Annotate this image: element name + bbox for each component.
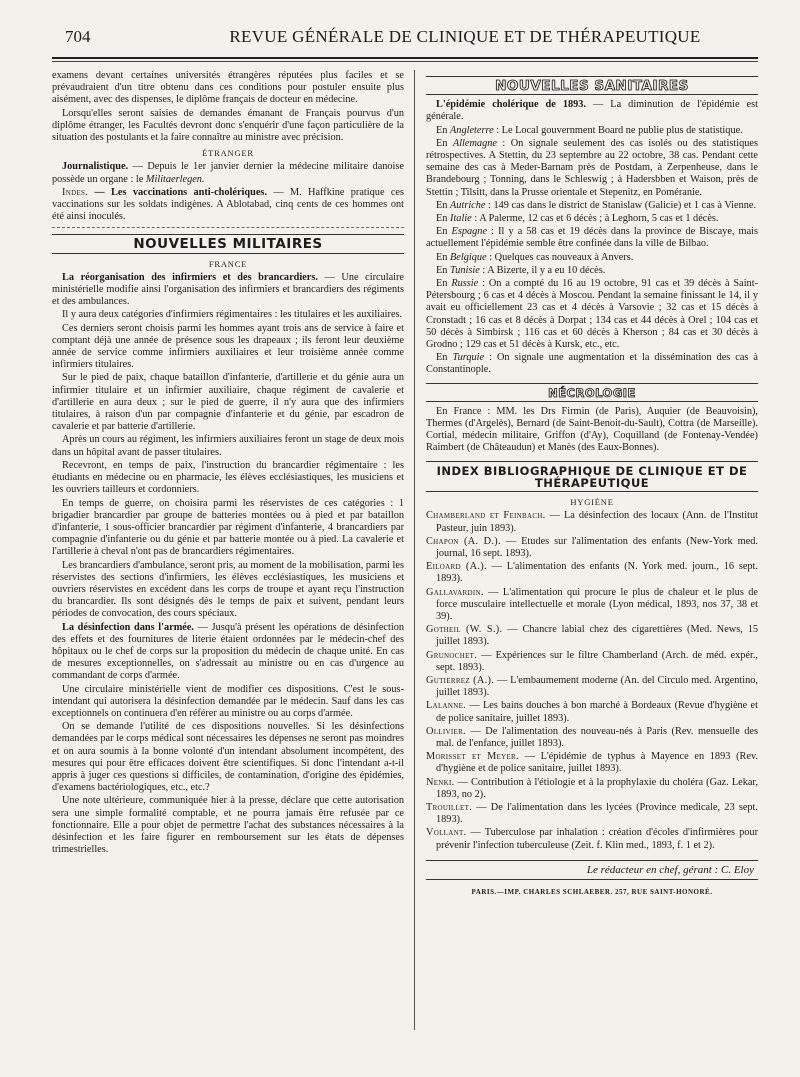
column-divider	[414, 70, 415, 1030]
militaires-paragraph: Après un cours au régiment, les infirmiers auxiliaires feront un stage de deux mois dans un hôpital avant de passer titulaires.	[52, 434, 404, 458]
cholera-place: Espagne	[451, 226, 488, 238]
militaires-paragraph: Ces derniers seront choisis parmi les hommes ayant trois ans de service à faire et comptant déjà une année de présence sous les drapeaux ; ils feront leur deuxième année de service comme infirmiers auxiliaires et leur troisième année comme infirmiers titulaires.	[52, 322, 404, 371]
cholera-place: Autriche	[450, 199, 486, 211]
cholera-item: En Belgique : Quelques cas nouveaux à Anvers.	[436, 251, 634, 263]
bib-author: Gallavardin.	[426, 586, 484, 598]
bib-text: — L'épidémie de typhus à Mayence en 1893 (Rev. d'hygiène et de police sanitaire, juillet 1893).	[436, 751, 758, 775]
cholera-item-text: : Il y a 58 cas et 19 décès dans la province de Biscaye, mais actuellement l'épidémie semble être confinée dans la ville de Bilbao.	[426, 226, 759, 250]
bib-entry	[426, 700, 758, 724]
necrologie-heading: NÉCROLOGIE	[426, 383, 758, 402]
bib-author: Gutierrez (A.).	[426, 674, 495, 686]
etranger-label: ÉTRANGER	[202, 148, 254, 159]
bib-text: — De l'alimentation des nouveau-nés à Paris (Rev. mensuelle des mal. de l'enfance, juillet 1893).	[436, 725, 758, 749]
bib-text: — L'embaumement moderne (An. del Circulo med. Argentino, juillet 1893).	[436, 674, 758, 699]
journalistique-text: — Depuis le 1er janvier dernier la médecine militaire danoise possède un organe : le	[52, 161, 404, 185]
militaires-paragraph: Il y aura deux catégories d'infirmiers régimentaires : les titulaires et les auxiliaires.	[62, 309, 403, 321]
indes-place: Indes.	[62, 186, 89, 198]
necrologie-paragraph: En France : MM. les Drs Firmin (de Paris), Auquier (de Beauvoisin), Thermes (d'Argelès), Bernard (de Saint-Benoit-du-Sault), Cottra (de Marseille). Cortial, médecin militaire, Griffon (d'Ay), Coquilland (de Fontenay-Vendée) Raimbert (de Châteaudun) et Manès (des Eaux-Bonnes).	[426, 405, 758, 454]
intro-paragraph: Lorsqu'elles seront saisies de demandes émanant de Français pourvus d'un diplôme étranger, les Facultés devront donc s'enquérir d'une façon particulière de la situation des postulants et la faire connaître au ministre avec précision.	[52, 107, 404, 144]
cholera-item: En Italie : A Palerme, 12 cas et 6 décès ; à Leghorn, 5 cas et 1 décès.	[436, 213, 719, 225]
bib-author: Ollivier.	[426, 725, 466, 737]
cholera-title: L'épidémie cholérique de 1893.	[436, 99, 586, 111]
cholera-item-text: : On a compté du 16 au 19 octobre, 91 cas et 39 décès à Saint-Pétersbourg ; 6 cas et 4 décès à Moscou. Pendant la semaine finissant le 14, il y avait eu officiellement 23 cas et 4 décès à Varsovie ; 32 cas et 15 décès à Cronstadt ; 16 cas et 8 décès à Dorpat ; 134 cas et 44 décès à Orel ; 104 cas et 50 décès à Simbirsk ; 116 cas et 60 décès à Kherson ; 84 cas et 30 décès à Grodno ; 129 cas et 51 décès à Kursk, etc., etc.	[426, 278, 758, 351]
bib-entry	[426, 536, 758, 560]
bib-author: Trouillet.	[426, 801, 473, 813]
bib-author: Vollant.	[426, 827, 467, 839]
bib-text: — Les bains douches à bon marché à Bordeaux (Revue d'hygiène et de police sanitaire, juillet 1893).	[436, 700, 758, 724]
journalistique-title: Journalistique.	[62, 161, 129, 173]
reorg-paragraph	[52, 272, 404, 309]
bib-entry	[426, 675, 758, 699]
cholera-text: — La diminution de l'épidémie est générale.	[426, 99, 758, 123]
cholera-item-text: : 149 cas dans le district de Stanislaw (Galicie) et 1 cas à Vienne.	[485, 199, 757, 211]
left-column	[52, 70, 404, 857]
reorg-text: — Une circulaire ministérielle modifie ainsi l'organisation des infirmiers et brancardiers des régiments et des ambulances.	[52, 271, 405, 308]
editor-signature: Le rédacteur en chef, gérant : C. Eloy	[426, 860, 758, 880]
indes-paragraph	[52, 187, 404, 224]
bib-text: — Tuberculose par inhalation : création d'écoles d'infirmières pour prévenir l'infection tuberculeuse (Zeit. f. Klin med., 1893, f. 1 et 2).	[436, 827, 758, 851]
cholera-item-text: : Quelques cas nouveaux à Anvers.	[486, 251, 634, 263]
militaires-paragraph: Les brancardiers d'ambulance, seront pris, au moment de la mobilisation, parmi les réservistes des sections d'infirmiers, les élèves ecclésiastiques, les musiciens et ouvriers réservistes en excédent dans les corps de troupe et ayant reçu l'instruction du brancardier. Ils sont désignés dès le temps de paix et suivent, pendant leurs périodes de convocation, des cours spéciaux.	[52, 559, 404, 620]
cholera-item: En Turquie : On signale une augmentation et la dissémination des cas à Constantinople.	[426, 352, 758, 376]
cholera-item: En Espagne : Il y a 58 cas et 19 décès dans la province de Biscaye, mais actuellement l'épidémie semble être confinée dans la ville de Bilbao.	[426, 226, 759, 250]
page-header	[55, 27, 755, 53]
right-column	[426, 70, 758, 898]
bib-author: Chamberland et Feinbach.	[426, 510, 546, 522]
militaires-heading: NOUVELLES MILITAIRES	[52, 234, 404, 253]
bib-author: Eiloard (A.).	[426, 561, 487, 573]
cholera-item-text: : A Bizerte, il y a eu 10 décès.	[479, 264, 606, 276]
cholera-item-text: : A Palerme, 12 cas et 6 décès ; à Leghorn, 5 cas et 1 décès.	[471, 213, 719, 225]
desinfection-text: — Jusqu'à présent les opérations de désinfection des effets et des fournitures de literie étaient ordonnées par le médecin-chef des hôpitaux ou le chef de corps sur la proposition du médecin de chaque unité. En cas de mesures exceptionnelles, on s'adressait au ministre ou en cas d'urgence au commandant de corps d'armée.	[52, 621, 404, 682]
bib-text: — L'alimentation des enfants (N. York med. journ., 16 sept. 1893).	[436, 561, 758, 585]
cholera-place: Italie	[450, 213, 472, 225]
bib-entry	[426, 624, 758, 648]
militaires-paragraph: En temps de guerre, on choisira parmi les réservistes de ces catégories : 1 brigadier brancardier par groupe de batteries montées ou à pied et par bataillon d'infanterie, 1 sous-officier brancardier par régiment d'infanterie, 4 brancardiers par compagnie d'infanterie ou du génie et par batterie montée ou à pied. La cavalerie et l'artillerie à cheval n'ont pas de brancardiers régimentaires.	[52, 497, 404, 558]
bib-text: — La désinfection des locaux (Ann. de l'Institut Pasteur, juin 1893).	[436, 510, 759, 534]
header-rule-thin	[52, 61, 758, 62]
cholera-item-text: : On signale une augmentation et la dissémination des cas à Constantinople.	[426, 352, 758, 376]
desinfection-title: La désinfection dans l'armée.	[62, 621, 194, 633]
bib-entry	[426, 561, 758, 585]
cholera-place: Russie	[451, 278, 479, 290]
militaires-paragraph: Recevront, en temps de paix, l'instruction du brancardier régimentaire : les étudiants en médecine ou en pharmacie, les élèves ecclésiastiques, les musiciens et les ouvriers tailleurs et cordonniers.	[52, 459, 404, 496]
bib-author: Lalanne.	[426, 700, 467, 712]
bib-text: — De l'alimentation dans les lycées (Province medicale, 23 sept. 1893).	[436, 801, 758, 826]
cholera-item: En Angleterre : Le Local gouvernment Board ne publie plus de statistique.	[436, 124, 743, 136]
page-number: 704	[65, 27, 91, 46]
running-title: REVUE GÉNÉRALE DE CLINIQUE ET DE THÉRAPEUTIQUE	[229, 27, 701, 46]
index-heading: INDEX BIBLIOGRAPHIQUE DE CLINIQUE ET DE THÉRAPEUTIQUE	[426, 461, 758, 492]
cholera-item-text: : Le Local gouvernment Board ne publie plus de statistique.	[493, 124, 743, 136]
cholera-item: En Allemagne : On signale seulement des cas isolés ou des statistiques rétrospectives. A Stettin, du 23 septembre au 22 octobre, 38 cas. Pendant cette semaine des cas à Meder-Barnam près de Postdam, à Zerpenheuse, dans le Brandebourg ; Tonning, dans le Schleswig ; à Hadersbben et Waison, près de Stettin ; Tilsitt, dans la Prusse orientale et Stepenitz, en Poméranie.	[426, 137, 759, 198]
cholera-item: En Tunisie : A Bizerte, il y a eu 10 décès.	[436, 264, 606, 276]
cholera-item: En Russie : On a compté du 16 au 19 octobre, 91 cas et 39 décès à Saint-Pétersbourg ; 6 cas et 4 décès à Moscou. Pendant la semaine finissant le 14, il y avait eu officiellement 23 cas et 4 décès à Varsovie ; 32 cas et 15 décès à Cronstadt ; 16 cas et 8 décès à Dorpat ; 134 cas et 44 décès à Orel ; 104 cas et 50 décès à Simbirsk ; 116 cas et 60 décès à Kherson ; 84 cas et 30 décès à Grodno ; 129 cas et 51 décès à Kursk, etc., etc.	[426, 278, 758, 351]
bib-entry	[426, 726, 758, 750]
header-rule	[52, 57, 758, 59]
cholera-place: Turquie	[452, 352, 485, 364]
bib-entry	[426, 777, 758, 801]
cholera-place: Belgique	[450, 251, 487, 263]
bib-author: Gotheil (W. S.).	[426, 624, 503, 636]
desinfection-paragraph: Une note ultérieure, communiquée hier à la presse, déclare que cette autorisation sera une simple formalité comptable, et ne pourra jamais être refusée par ce fonctionnaire. Elle a pour objet de permettre l'achat des substances nécessaires à la désinfection et les faire figurer en remboursement sur les états de dépenses trimestrielles.	[52, 795, 404, 856]
journalistique-paragraph	[52, 161, 404, 185]
bib-text: — Expériences sur le filtre Chamberland (Arch. de méd. expér., sept. 1893).	[436, 649, 758, 673]
bib-entry	[426, 751, 758, 775]
bib-text: — L'alimentation qui procure le plus de chaleur et le plus de force musculaire intellectuelle et morale (Lyon médical, 1893, nos 37, 38 et 39).	[436, 586, 758, 622]
reorg-title: La réorganisation des infirmiers et des brancardiers.	[62, 271, 318, 283]
intro-paragraph: examens devant certaines universités étrangères réputées plus faciles et se prévaudraient d'un titre obtenu dans ces conditions pour postuler ensuite plus aisément, avec des dispenses, le diplôme français de docteur en médecine.	[52, 70, 404, 106]
cholera-place: Allemagne	[452, 137, 497, 149]
bib-author: Grunochet.	[426, 649, 478, 661]
section-divider	[52, 227, 404, 228]
indes-text: — M. Haffkine pratique ces vaccinations sur les soldats indigènes. A Ablotabad, cinq cents de ces hommes ont été ainsi inoculés.	[52, 186, 404, 223]
indes-title: — Les vaccinations anti-cholériques.	[88, 186, 268, 198]
bib-text: — Contribution à l'étiologie et à la prophylaxie du choléra (Gaz. Lekar, 1893, no 2).	[436, 776, 758, 800]
bib-author: Chapon (A. D.).	[426, 535, 501, 547]
bib-entry	[426, 827, 758, 851]
bib-entry	[426, 650, 758, 674]
cholera-item: En Autriche : 149 cas dans le district de Stanislaw (Galicie) et 1 cas à Vienne.	[436, 199, 757, 211]
bib-entry	[426, 802, 758, 826]
bib-entry	[426, 587, 758, 624]
printer-imprint: PARIS.—IMP. CHARLES SCHLAEBER. 257, RUE SAINT-HONORÉ.	[471, 887, 713, 896]
bib-author: Nenki.	[426, 776, 455, 788]
hygiene-label: HYGIÈNE	[570, 497, 614, 508]
bibliography-list	[426, 510, 758, 851]
desinfection-paragraph: On se demande l'utilité de ces dispositions nouvelles. Si les désinfections demandées par le corps médical sont nécessaires les dépenses ne seront pas moindres et on aura soumis à la bonne volonté d'un intendant absolument incompétent, des mesures qui pour être efficaces doivent être scientifiques. Si donc l'intendant a-t-il appris à juger ces questions si difficiles, de contamination, d'origine des épidémies, d'examens bactériologiques, etc., etc.?	[52, 721, 404, 794]
bib-author: Morisset et Meyer.	[426, 751, 519, 763]
cholera-place: Tunisie	[450, 264, 480, 276]
journalistique-organ: Militaerlegen.	[145, 173, 205, 185]
bib-entry	[426, 510, 758, 534]
cholera-place: Angleterre	[450, 124, 494, 136]
desinfection-paragraph	[52, 622, 404, 683]
france-label: FRANCE	[208, 258, 248, 269]
cholera-paragraph	[426, 99, 758, 123]
militaires-paragraph: Sur le pied de paix, chaque bataillon d'infanterie, d'artillerie et du génie aura un infirmier titulaire et un infirmier auxiliaire, chaque régiment de cavalerie et d'artillerie en aura deux ; sur le pied de guerre, il n'y aura que des infirmiers titulaires, à raison d'un par compagnie d'infanterie et du génie, par escadron de cavalerie et par batterie d'artillerie.	[52, 372, 404, 433]
sanitaires-heading: NOUVELLES SANITAIRES	[426, 76, 758, 95]
desinfection-paragraph: Une circulaire ministérielle vient de modifier ces dispositions. C'est le sous-intendant qui autorisera la désinfection demandée par le médecin. Sauf dans les cas exceptionnels on continuera d'en référer au ministre ou au corps d'armée.	[52, 683, 404, 719]
cholera-item-text: : On signale seulement des cas isolés ou des statistiques rétrospectives. A Stettin, du 23 septembre au 22 octobre, 38 cas. Pendant cette semaine des cas à Meder-Barnam près de Postdam, à Zerpenheuse, dans le Brandebourg ; Tonning, dans le Schleswig ; à Hadersbben et Waison, près de Stettin ; Tilsitt, dans la Prusse orientale et Stepenitz, en Poméranie.	[426, 137, 759, 198]
bib-text: — Etudes sur l'alimentation des enfants (New-York med. journal, 16 sept. 1893).	[436, 535, 758, 559]
bib-text: — Chancre labial chez des cigarettières (Med. News, 15 juillet 1893).	[436, 624, 759, 648]
